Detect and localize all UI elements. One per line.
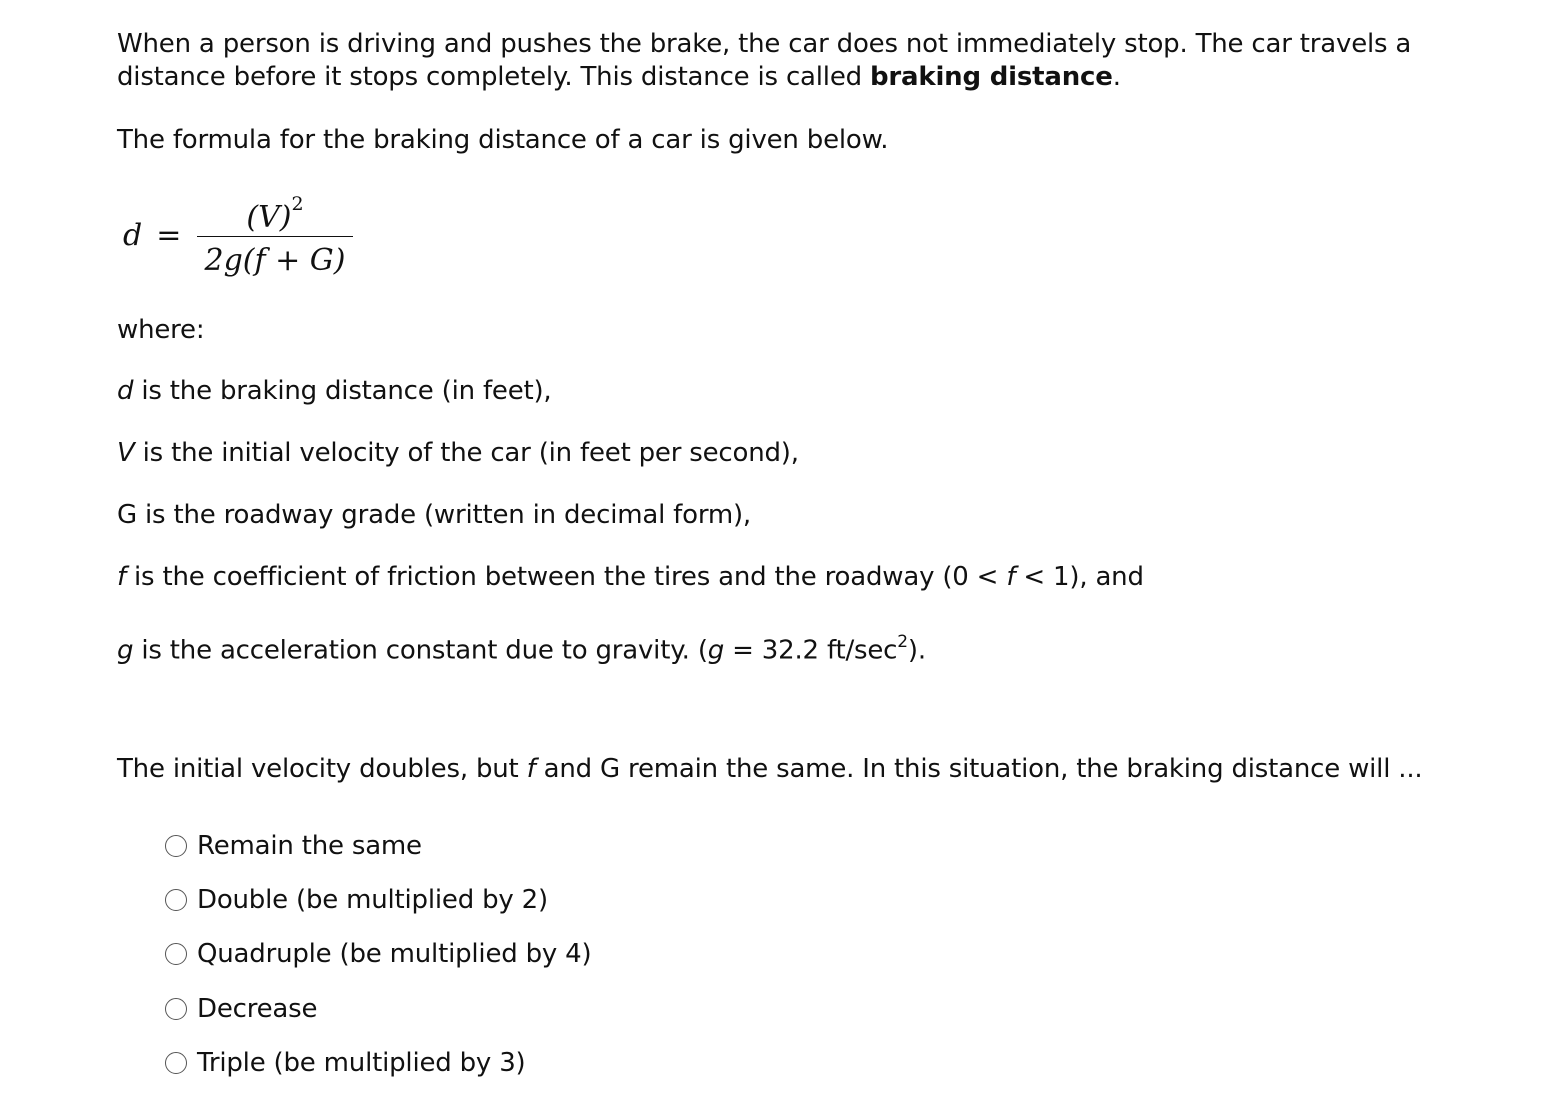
definition-gravity-end: ). (907, 635, 926, 666)
var-v: V (117, 438, 135, 468)
definition-g-grade (117, 499, 751, 532)
definition-f (117, 561, 1144, 594)
where-label: where: (117, 315, 205, 345)
formula-equals: = (156, 218, 182, 253)
radio-button[interactable] (165, 943, 187, 965)
formula-fraction (197, 186, 353, 281)
option-remain-the-same[interactable] (165, 826, 422, 866)
radio-button[interactable] (165, 889, 187, 911)
definition-d-text: is the braking distance (in feet), (133, 376, 552, 406)
braking-distance-term: braking distance (870, 62, 1113, 92)
option-quadruple[interactable] (165, 934, 591, 974)
radio-button[interactable] (165, 998, 187, 1020)
question-prompt (117, 753, 1422, 786)
formula-intro: The formula for the braking distance of a car is given below. (117, 125, 889, 155)
option-triple[interactable] (165, 1043, 525, 1083)
gravity-exponent: 2 (897, 632, 908, 652)
question-part3: remain the same. In this situation, the braking distance will ... (619, 754, 1423, 784)
formula-exponent: 2 (291, 193, 304, 215)
question-part1: The initial velocity doubles, but (117, 754, 527, 784)
formula-numerator (197, 186, 353, 234)
var-d: d (117, 376, 134, 406)
option-label: Double (be multiplied by 2) (197, 884, 548, 915)
intro-paragraph (117, 28, 1447, 94)
definition-v-text: is the initial velocity of the car (in feet per second), (134, 438, 799, 468)
question-part2: and (535, 754, 601, 784)
formula-lhs (123, 218, 181, 253)
intro-text: When a person is driving and pushes the brake, the car does not immediately stop. The car travels a distance before it stops completely. This distance is called (117, 29, 1412, 92)
formula-denominator: 2g(f + G) (204, 243, 346, 278)
radio-button[interactable] (165, 1052, 187, 1074)
question-var-f: f (526, 754, 536, 784)
var-f-inline: f (1006, 562, 1016, 592)
radio-button[interactable] (165, 835, 187, 857)
question-var-g: G (600, 754, 620, 784)
formula-numerator-text: (V) (246, 200, 292, 235)
var-f: f (117, 562, 126, 592)
option-label: Remain the same (197, 830, 422, 861)
definition-v (117, 437, 799, 470)
definition-g-grade-text: is the roadway grade (written in decimal form), (136, 500, 751, 530)
option-label: Decrease (197, 993, 318, 1024)
var-gravity: g (117, 635, 134, 666)
definition-gravity-value: = 32.2 ft/sec (724, 635, 898, 666)
option-label: Quadruple (be multiplied by 4) (197, 938, 592, 969)
option-decrease[interactable] (165, 989, 317, 1029)
definition-f-text: is the coefficient of friction between the tires and the roadway (0 < (125, 562, 1007, 592)
option-double[interactable] (165, 880, 548, 920)
definition-gravity (117, 628, 926, 668)
var-gravity-inline: g (707, 635, 725, 666)
intro-end: . (1112, 62, 1121, 92)
definition-d (117, 375, 552, 408)
var-g-grade: G (117, 500, 137, 530)
option-label: Triple (be multiplied by 3) (197, 1047, 526, 1078)
formula-d: d (123, 218, 143, 253)
definition-f-text2: < 1), and (1015, 562, 1144, 592)
definition-gravity-text: is the acceleration constant due to gravity. ( (133, 635, 708, 666)
